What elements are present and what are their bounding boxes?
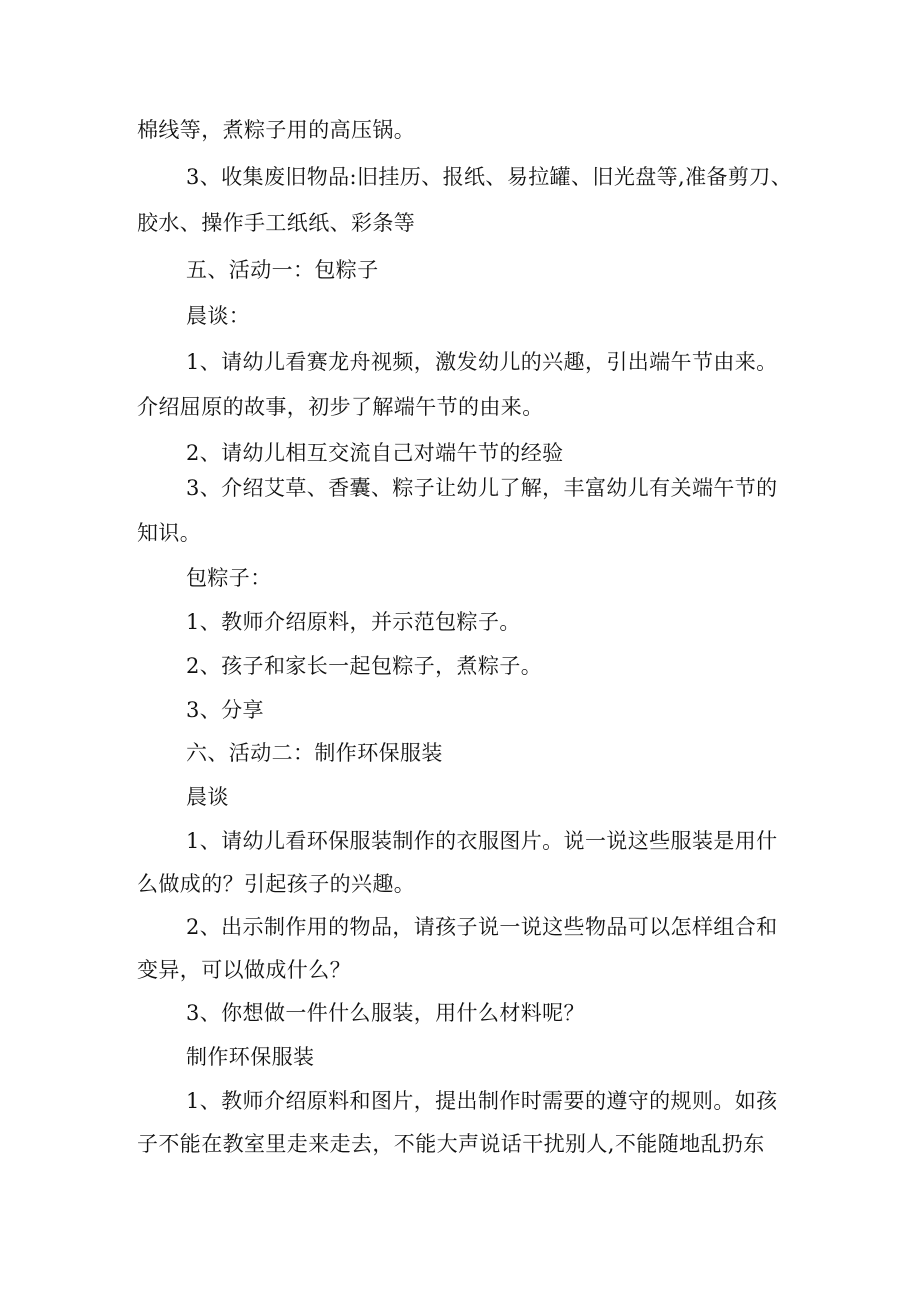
subheading: 晨谈 — [186, 785, 229, 809]
text-line: 1、请幼儿看环保服装制作的衣服图片。说一说这些服装是用什 — [186, 829, 778, 853]
text-line: 2、出示制作用的物品，请孩子说一说这些物品可以怎样组合和 — [186, 915, 778, 939]
text-line: 1、教师介绍原料和图片，提出制作时需要的遵守的规则。如孩 — [186, 1089, 778, 1113]
text-line: 2、孩子和家长一起包粽子，煮粽子。 — [186, 654, 543, 678]
text-line: 3、介绍艾草、香囊、粽子让幼儿了解，丰富幼儿有关端午节的 — [186, 476, 778, 500]
text-line: 1、教师介绍原料，并示范包粽子。 — [186, 610, 521, 634]
section-heading: 六、活动二：制作环保服装 — [186, 741, 443, 765]
section-heading: 五、活动一：包粽子 — [186, 258, 379, 282]
text-line: 1、请幼儿看赛龙舟视频，激发幼儿的兴趣，引出端午节由来。 — [186, 350, 778, 374]
text-line: 3、你想做一件什么服装，用什么材料呢？ — [186, 1001, 585, 1025]
text-line: 棉线等，煮粽子用的高压锅。 — [137, 118, 416, 142]
subheading: 制作环保服装 — [186, 1045, 315, 1069]
text-line: 子不能在教室里走来走去，不能大声说话干扰别人,不能随地乱扔东 — [137, 1132, 765, 1156]
text-line: 介绍屈原的故事，初步了解端午节的由来。 — [137, 395, 544, 419]
text-line: 胶水、操作手工纸纸、彩条等 — [137, 211, 416, 235]
text-line: 么做成的？引起孩子的兴趣。 — [137, 872, 416, 896]
subheading: 包粽子： — [186, 566, 272, 590]
text-line: 变异，可以做成什么？ — [137, 958, 351, 982]
text-line: 3、收集废旧物品:旧挂历、报纸、易拉罐、旧光盘等,准备剪刀、 — [186, 165, 793, 189]
subheading: 晨谈： — [186, 304, 251, 328]
text-line: 3、分享 — [186, 698, 264, 722]
text-line: 知识。 — [137, 521, 202, 545]
text-line: 2、请幼儿相互交流自己对端午节的经验 — [186, 441, 564, 465]
